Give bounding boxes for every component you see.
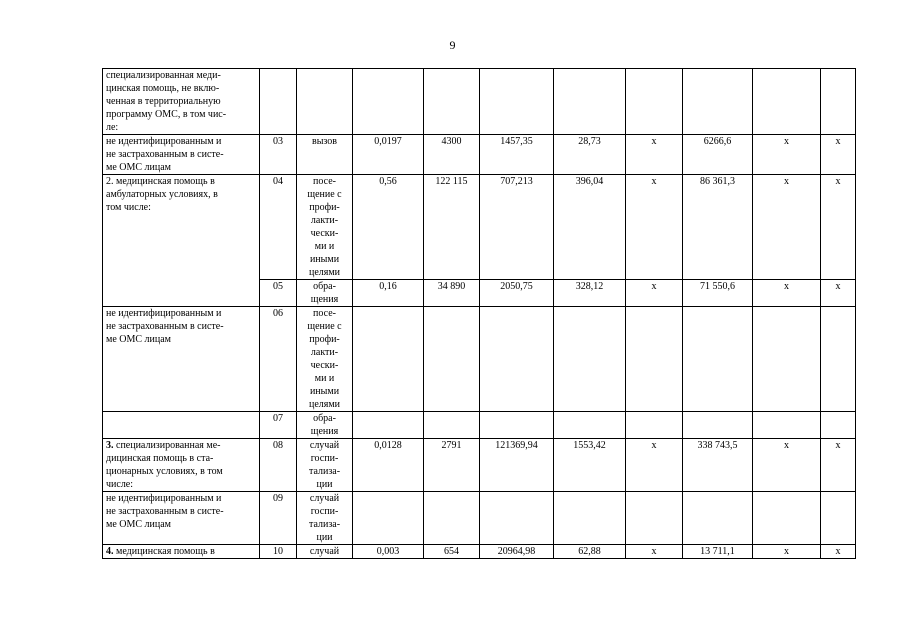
value-cell: х [753,545,821,559]
row-name-cell: не идентифицированным и не застрахованным в систе- ме ОМС лицам [103,307,260,412]
value-cell [480,412,554,439]
value-cell: 0,16 [353,280,424,307]
value-cell [353,307,424,412]
medical-care-table [102,68,856,559]
value-cell: 2050,75 [480,280,554,307]
value-cell [424,69,480,135]
value-cell [683,412,753,439]
value-cell [554,492,626,545]
value-cell: 122 115 [424,175,480,280]
unit-cell: случай госпи- тализа- ции [297,439,353,492]
value-cell [683,492,753,545]
table-row [103,492,856,545]
value-cell [821,492,856,545]
value-cell [683,69,753,135]
row-name-cell [103,412,260,439]
value-cell: 1457,35 [480,135,554,175]
value-cell: 396,04 [554,175,626,280]
code-cell: 09 [260,492,297,545]
value-cell [480,307,554,412]
code-cell [260,69,297,135]
table-row [103,307,856,412]
unit-cell: обра- щения [297,412,353,439]
value-cell: 121369,94 [480,439,554,492]
value-cell: х [753,439,821,492]
value-cell [554,69,626,135]
value-cell [821,307,856,412]
value-cell: 0,56 [353,175,424,280]
value-cell: 707,213 [480,175,554,280]
value-cell: 338 743,5 [683,439,753,492]
table-row [103,412,856,439]
value-cell: 6266,6 [683,135,753,175]
value-cell: 654 [424,545,480,559]
value-cell [353,492,424,545]
table-row [103,135,856,175]
value-cell: 4300 [424,135,480,175]
row-name-cell: 4. медицинская помощь в [103,545,260,559]
code-cell: 04 [260,175,297,280]
value-cell: 2791 [424,439,480,492]
value-cell [554,412,626,439]
value-cell: 1553,42 [554,439,626,492]
code-cell: 06 [260,307,297,412]
unit-cell: случай [297,545,353,559]
value-cell [353,69,424,135]
row-name-cell: специализированная меди- цинская помощь, не вклю- ченная в территориальную программу ОМС, в том чис- ле: [103,69,260,135]
value-cell: 0,0128 [353,439,424,492]
value-cell: х [821,135,856,175]
row-name-cell: 2. медицинская помощь в амбулаторных условиях, в том числе: [103,175,260,307]
value-cell [753,492,821,545]
value-cell: 20964,98 [480,545,554,559]
value-cell [626,307,683,412]
value-cell: 328,12 [554,280,626,307]
value-cell: 28,73 [554,135,626,175]
table-row [103,69,856,135]
code-cell: 07 [260,412,297,439]
value-cell: х [753,280,821,307]
table-row [103,545,856,559]
value-cell: 86 361,3 [683,175,753,280]
value-cell: 71 550,6 [683,280,753,307]
value-cell [424,307,480,412]
value-cell: 62,88 [554,545,626,559]
page-number: 9 [449,38,456,52]
value-cell [353,412,424,439]
table-row [103,439,856,492]
value-cell [626,412,683,439]
value-cell: х [821,545,856,559]
value-cell: х [821,280,856,307]
value-cell: х [626,545,683,559]
code-cell: 03 [260,135,297,175]
table-row [103,175,856,280]
unit-cell [297,69,353,135]
row-name-cell: 3. специализированная ме- дицинская помощь в ста- ционарных условиях, в том числе: [103,439,260,492]
value-cell [821,69,856,135]
value-cell [554,307,626,412]
value-cell: х [626,135,683,175]
value-cell: х [753,135,821,175]
value-cell: х [821,175,856,280]
row-name-cell: не идентифицированным и не застрахованным в систе- ме ОМС лицам [103,492,260,545]
unit-cell: посе- щение с профи- лакти- чески- ми и иными целями [297,307,353,412]
value-cell [480,492,554,545]
value-cell: х [626,439,683,492]
value-cell: х [626,175,683,280]
value-cell: 34 890 [424,280,480,307]
value-cell: х [821,439,856,492]
value-cell: 13 711,1 [683,545,753,559]
value-cell [821,412,856,439]
value-cell [424,412,480,439]
value-cell: х [626,280,683,307]
value-cell: 0,0197 [353,135,424,175]
unit-cell: случай госпи- тализа- ции [297,492,353,545]
value-cell: 0,003 [353,545,424,559]
value-cell [753,412,821,439]
value-cell [480,69,554,135]
value-cell [626,69,683,135]
unit-cell: обра- щения [297,280,353,307]
unit-cell: посе- щение с профи- лакти- чески- ми и иными целями [297,175,353,280]
value-cell [424,492,480,545]
row-name-cell: не идентифицированным и не застрахованным в систе- ме ОМС лицам [103,135,260,175]
code-cell: 10 [260,545,297,559]
value-cell: х [753,175,821,280]
value-cell [753,69,821,135]
unit-cell: вызов [297,135,353,175]
value-cell [753,307,821,412]
code-cell: 08 [260,439,297,492]
value-cell [626,492,683,545]
value-cell [683,307,753,412]
code-cell: 05 [260,280,297,307]
